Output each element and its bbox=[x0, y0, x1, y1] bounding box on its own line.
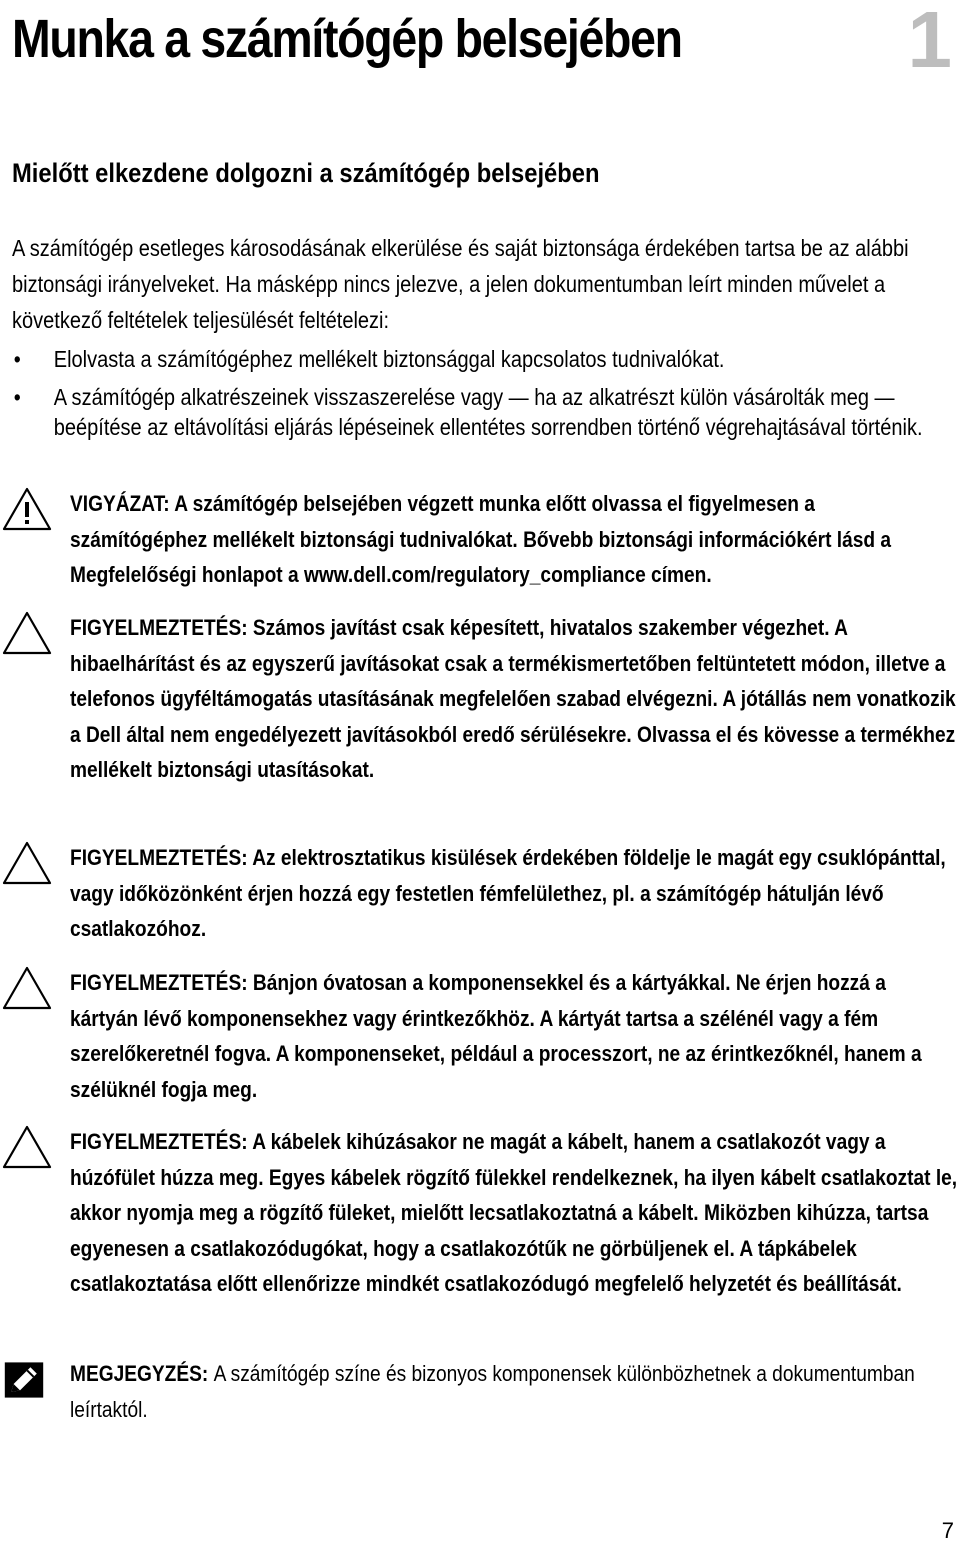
notice-body: Bánjon óvatosan a komponensekkel és a kártyákkal. Ne érjen hozzá a kártyán lévő komponensekhez vagy érintkezőkhöz. A kártyát tartsa a szélénél vagy a fém szerelőkeretnél fogva. A komponenseket, például a processzort, ne az érintkezőknél, hanem a szélüknél fogja meg. bbox=[70, 970, 922, 1102]
warning-icon bbox=[2, 486, 52, 532]
chapter-title: Munka a számítógép belsejében bbox=[12, 9, 682, 69]
notice-label: FIGYELMEZTETÉS: bbox=[70, 845, 248, 870]
notice-body: A számítógép színe és bizonyos komponensek különbözhetnek a dokumentumban leírtaktól. bbox=[70, 1361, 915, 1422]
notice-body: Az elektrosztatikus kisülések érdekében földelje le magát egy csuklópánttal, vagy időközönként érjen hozzá egy festetlen fémfelülethez, pl. a számítógép hátulján lévő csatlakozóhoz. bbox=[70, 845, 946, 941]
notice-text bbox=[70, 965, 957, 1107]
notice-body: Számos javítást csak képesített, hivatalos szakember végezhet. A hibaelhárítást és az egyszerű javításokat csak a termékismertetőben feltüntetett módon, illetve a telefonos ügyféltámogatás utasításának megfelelően szabad elvégezni. A jótállás nem vonatkozik a Dell által nem engedélyezett javításokból eredő sérülésekre. Olvassa el és kövesse a termékhez mellékelt biztonsági utasításokat. bbox=[70, 615, 956, 782]
caution-icon bbox=[2, 840, 52, 886]
chapter-number: 1 bbox=[907, 0, 952, 84]
caution-icon bbox=[2, 965, 52, 1011]
intro-paragraph: A számítógép esetleges károsodásának elkerülése és saját biztonsága érdekében tartsa be az alábbi biztonsági irányelveket. Ha másképp nincs jelezve, a jelen dokumentumban leírt minden művelet a következő feltételek teljesülését feltételezi: bbox=[12, 235, 909, 333]
notice-label: FIGYELMEZTETÉS: bbox=[70, 615, 248, 640]
notice-text bbox=[70, 486, 957, 593]
bullet-item: • A számítógép alkatrészeinek visszaszerelése vagy — ha az alkatrészt külön vásárolták meg — beépítése az eltávolítási eljárás lépéseinek ellentétes sorrendben történő végrehajtásával történik. bbox=[12, 382, 926, 442]
section-heading: Mielőtt elkezdene dolgozni a számítógép belsejében bbox=[12, 158, 600, 188]
notice-body: A kábelek kihúzásakor ne magát a kábelt, hanem a csatlakozót vagy a húzófület húzza meg. Egyes kábelek rögzítő fülekkel rendelkeznek, ha ilyen kábelt csatlakoztat le, akkor nyomja meg a rögzítő füleket, mielőtt lecsatlakoztatná a kábelt. Miközben kihúzza, tartsa egyenesen a csatlakozódugókat, hogy a csatlakozótűk ne görbüljenek el. A tápkábelek csatlakoztatása előtt ellenőrizze mindkét csatlakozódugó megfelelő helyzetét és beállítását. bbox=[70, 1129, 958, 1296]
note-icon bbox=[4, 1360, 44, 1400]
bullet-list bbox=[12, 344, 926, 450]
notice-label: VIGYÁZAT: bbox=[70, 491, 170, 516]
bullet-item: • Elolvasta a számítógéphez mellékelt biztonsággal kapcsolatos tudnivalókat. bbox=[12, 344, 926, 374]
notice-label: FIGYELMEZTETÉS: bbox=[70, 970, 248, 995]
notice-text bbox=[70, 1356, 957, 1427]
notice-text bbox=[70, 610, 957, 788]
notice-text bbox=[70, 840, 957, 947]
page-number: 7 bbox=[941, 1518, 954, 1543]
notice-label: FIGYELMEZTETÉS: bbox=[70, 1129, 248, 1154]
caution-icon bbox=[2, 610, 52, 656]
notice-text bbox=[70, 1124, 957, 1302]
notice-body: A számítógép belsejében végzett munka előtt olvassa el figyelmesen a számítógéphez mellékelt biztonsági tudnivalókat. Bővebb biztonsági információkért lásd a Megfelelőségi honlapot a www.dell.com/regulatory_compliance címen. bbox=[70, 491, 892, 587]
notice-label: MEGJEGYZÉS: bbox=[70, 1361, 209, 1386]
caution-icon bbox=[2, 1124, 52, 1170]
